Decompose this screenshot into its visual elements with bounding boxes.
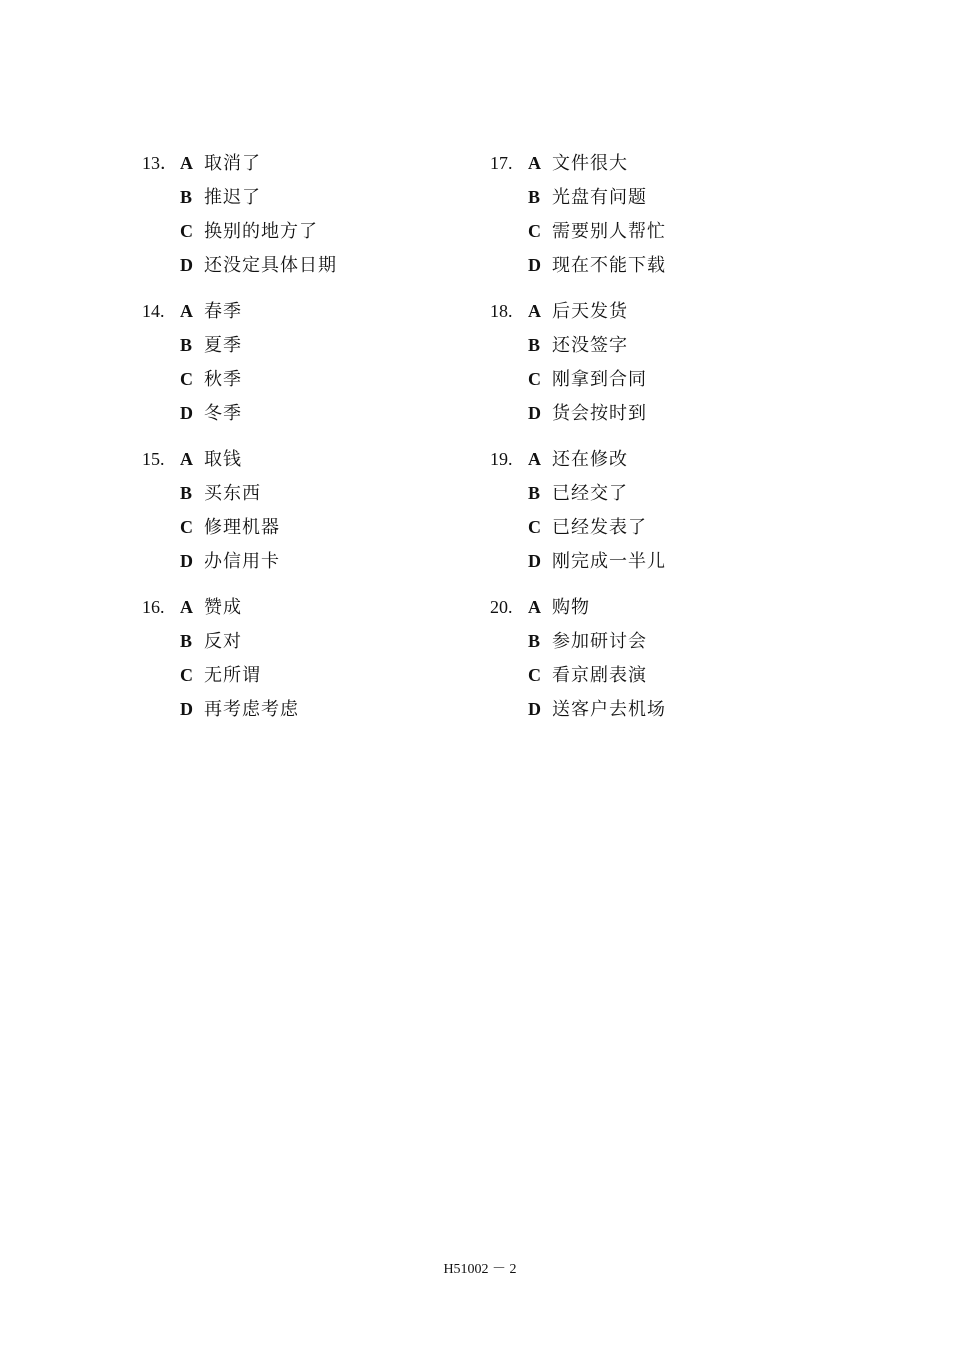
question-number: 20. bbox=[490, 597, 513, 617]
option-letter: A bbox=[528, 301, 541, 321]
option-text: 无所谓 bbox=[204, 665, 261, 686]
option-letter: B bbox=[180, 631, 193, 651]
option-text: 刚拿到合同 bbox=[552, 369, 647, 390]
option-letter: B bbox=[180, 187, 193, 207]
option-letter: D bbox=[180, 551, 193, 571]
option-letter: D bbox=[528, 699, 541, 719]
option-letter: A bbox=[180, 449, 193, 469]
option-text: 换别的地方了 bbox=[204, 221, 318, 242]
option-text: 反对 bbox=[204, 631, 242, 652]
option-c bbox=[180, 658, 261, 692]
option-d bbox=[180, 248, 337, 282]
option-letter: B bbox=[180, 335, 193, 355]
option-text: 春季 bbox=[204, 301, 242, 322]
option-b bbox=[528, 180, 647, 214]
option-text: 修理机器 bbox=[204, 517, 280, 538]
option-text: 冬季 bbox=[204, 403, 242, 424]
question-number: 17. bbox=[490, 153, 513, 173]
option-text: 送客户去机场 bbox=[552, 699, 666, 720]
option-text: 后天发货 bbox=[552, 301, 628, 322]
option-text: 还在修改 bbox=[552, 449, 628, 470]
option-a bbox=[180, 590, 242, 624]
option-d bbox=[180, 396, 242, 430]
question-number: 19. bbox=[490, 449, 513, 469]
option-letter: B bbox=[180, 483, 193, 503]
option-a bbox=[528, 590, 590, 624]
option-a bbox=[180, 146, 261, 180]
option-text: 秋季 bbox=[204, 369, 242, 390]
option-c bbox=[180, 214, 318, 248]
option-text: 货会按时到 bbox=[552, 403, 647, 424]
option-letter: D bbox=[528, 255, 541, 275]
option-text: 取消了 bbox=[204, 153, 261, 174]
option-letter: C bbox=[180, 369, 193, 389]
option-text: 再考虑考虑 bbox=[204, 699, 299, 720]
option-text: 看京剧表演 bbox=[552, 665, 647, 686]
option-text: 需要别人帮忙 bbox=[552, 221, 666, 242]
option-b bbox=[180, 180, 261, 214]
option-a bbox=[528, 294, 628, 328]
question-number: 18. bbox=[490, 301, 513, 321]
option-letter: A bbox=[528, 597, 541, 617]
option-letter: D bbox=[180, 403, 193, 423]
option-letter: C bbox=[180, 665, 193, 685]
option-text: 参加研讨会 bbox=[552, 631, 647, 652]
option-d bbox=[528, 544, 666, 578]
page-footer: H51002 － 2 bbox=[443, 1262, 517, 1277]
option-letter: A bbox=[180, 301, 193, 321]
option-b bbox=[528, 476, 628, 510]
option-c bbox=[180, 362, 242, 396]
option-letter: C bbox=[528, 665, 541, 685]
question-number: 13． bbox=[142, 153, 178, 173]
option-a bbox=[528, 146, 628, 180]
option-letter: C bbox=[180, 517, 193, 537]
option-letter: D bbox=[528, 403, 541, 423]
option-letter: D bbox=[180, 699, 193, 719]
option-letter: A bbox=[180, 597, 193, 617]
option-letter: B bbox=[528, 335, 541, 355]
option-letter: A bbox=[180, 153, 193, 173]
option-text: 刚完成一半儿 bbox=[552, 551, 666, 572]
option-d bbox=[528, 396, 647, 430]
question-number: 14. bbox=[142, 301, 165, 321]
option-letter: C bbox=[528, 221, 541, 241]
option-text: 文件很大 bbox=[552, 153, 628, 174]
option-text: 赞成 bbox=[204, 597, 242, 618]
option-letter: A bbox=[528, 153, 541, 173]
option-a bbox=[528, 442, 628, 476]
option-d bbox=[180, 544, 280, 578]
option-b bbox=[180, 476, 261, 510]
option-d bbox=[528, 248, 666, 282]
option-text: 现在不能下载 bbox=[552, 255, 666, 276]
option-c bbox=[528, 214, 666, 248]
option-a bbox=[180, 442, 242, 476]
option-text: 还没定具体日期 bbox=[204, 255, 337, 276]
option-b bbox=[528, 624, 647, 658]
option-text: 办信用卡 bbox=[204, 551, 280, 572]
option-letter: B bbox=[528, 483, 541, 503]
question-number: 15. bbox=[142, 449, 165, 469]
option-letter: A bbox=[528, 449, 541, 469]
option-text: 光盘有问题 bbox=[552, 187, 647, 208]
option-letter: C bbox=[528, 517, 541, 537]
option-text: 购物 bbox=[552, 597, 590, 618]
option-b bbox=[180, 624, 242, 658]
option-letter: C bbox=[528, 369, 541, 389]
option-letter: B bbox=[528, 631, 541, 651]
option-letter: D bbox=[180, 255, 193, 275]
option-d bbox=[180, 692, 299, 726]
option-b bbox=[180, 328, 242, 362]
option-text: 推迟了 bbox=[204, 187, 261, 208]
option-letter: D bbox=[528, 551, 541, 571]
option-c bbox=[528, 658, 647, 692]
question-number: 16. bbox=[142, 597, 165, 617]
option-text: 夏季 bbox=[204, 335, 242, 356]
option-b bbox=[528, 328, 628, 362]
option-c bbox=[180, 510, 280, 544]
option-text: 已经交了 bbox=[552, 483, 628, 504]
option-c bbox=[528, 510, 647, 544]
option-text: 取钱 bbox=[204, 449, 242, 470]
option-text: 还没签字 bbox=[552, 335, 628, 356]
option-d bbox=[528, 692, 666, 726]
option-c bbox=[528, 362, 647, 396]
option-a bbox=[180, 294, 242, 328]
option-text: 已经发表了 bbox=[552, 517, 647, 538]
option-text: 买东西 bbox=[204, 483, 261, 504]
option-letter: C bbox=[180, 221, 193, 241]
option-letter: B bbox=[528, 187, 541, 207]
